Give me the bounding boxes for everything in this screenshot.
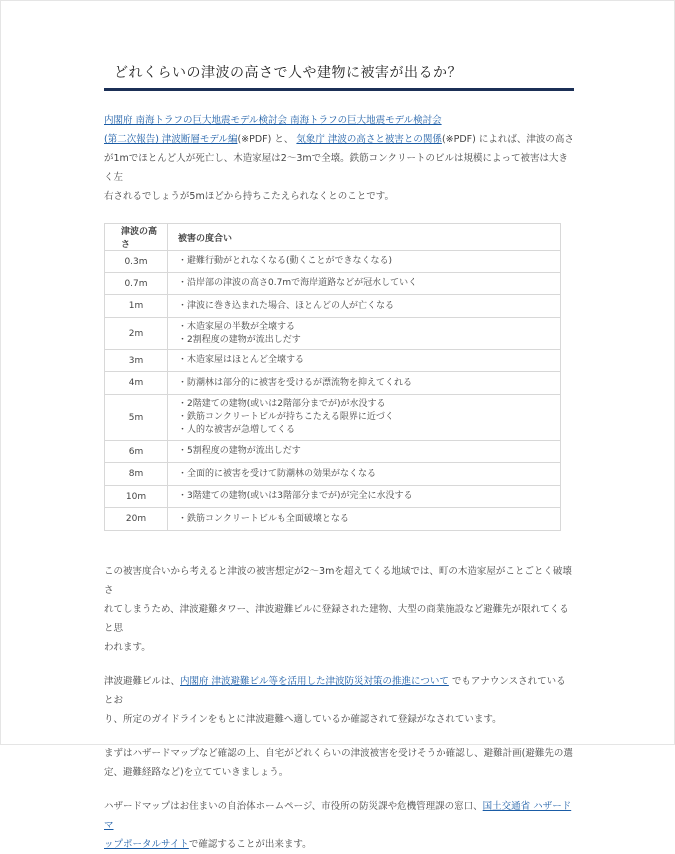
tsunami-height-cell: 20m <box>105 508 168 531</box>
text-line: り、所定のガイドラインをもとに津波避難へ適しているか確認されて登録がなされています。 <box>104 714 502 725</box>
tsunami-height-cell: 0.7m <box>105 273 168 295</box>
table-row <box>105 318 561 350</box>
tsunami-height-cell: 4m <box>105 372 168 395</box>
intro-line: 右されるでしょうが5mほどから持ちこたえられなくとのことです。 <box>104 191 394 202</box>
intro-paragraph <box>104 111 574 206</box>
tsunami-fault-model-link[interactable]: (第二次報告) 津波断層モデル編 <box>104 134 238 145</box>
header-height: 津波の高さ <box>105 224 168 251</box>
table-row <box>105 441 561 463</box>
damage-cell <box>168 251 561 273</box>
damage-line: ・鉄筋コンクリートビルも全面破壊となる <box>178 513 349 524</box>
text-span: ハザードマップはお住まいの自治体ホームページ、市役所の防災課や危機管理課の窓口、 <box>104 801 483 812</box>
tsunami-height-cell: 6m <box>105 441 168 463</box>
damage-cell <box>168 350 561 372</box>
damage-line: ・木造家屋はほとんど全壊する <box>178 355 305 365</box>
damage-line: ・避難行動がとれなくなる(動くことができなくなる) <box>178 256 393 266</box>
text-span: で確認することが出来ます。 <box>188 839 312 850</box>
table-row <box>105 395 561 441</box>
text-line: この被害度合いから考えると津波の被害想定が2～3mを超えてくる地域では、町の木造家屋がことごとく破壊さ <box>104 566 572 596</box>
damage-line: ・木造家屋の半数が全壊する <box>178 321 296 332</box>
tsunami-height-cell: 2m <box>105 318 168 350</box>
tsunami-height-cell: 1m <box>105 295 168 318</box>
text-line: まずはハザードマップなど確認の上、自宅がどれくらいの津波被害を受けそうか確認し、避難計画(避難先の選 <box>104 748 573 759</box>
table-row <box>105 486 561 508</box>
hazard-map-link[interactable]: 国土交通省 ハザードマ <box>104 801 572 831</box>
table-row <box>105 273 561 295</box>
cabinet-office-link[interactable]: 内閣府 南海トラフの巨大地震モデル検討会 南海トラフの巨大地震モデル検討会 <box>104 115 442 126</box>
tsunami-height-cell: 0.3m <box>105 251 168 273</box>
table-header-row <box>105 224 561 251</box>
damage-line: ・3階建ての建物(或いは3階部分までが)が完全に水没する <box>178 491 413 501</box>
hazard-map-link-cont[interactable]: ップポータルサイト <box>104 839 189 850</box>
damage-cell <box>168 273 561 295</box>
damage-line: ・鉄筋コンクリートビルが持ちこたえる限界に近づく <box>178 412 394 422</box>
table-row <box>105 463 561 486</box>
damage-cell <box>168 295 561 318</box>
damage-line: ・沿岸部の津波の高さ0.7mで海岸道路などが冠水していく <box>178 278 418 288</box>
table-row <box>105 372 561 395</box>
damage-line: ・人的な被害が急増してくる <box>178 425 296 435</box>
tsunami-height-cell: 3m <box>105 350 168 372</box>
jma-tsunami-link[interactable]: 気象庁 津波の高さと被害との関係 <box>296 134 442 145</box>
damage-cell <box>168 372 561 395</box>
damage-line: ・2割程度の建物が流出しだす <box>178 334 301 345</box>
tsunami-height-cell: 10m <box>105 486 168 508</box>
text-span: でもアナウンスされているとお <box>104 676 566 706</box>
damage-cell <box>168 463 561 486</box>
evacuation-building-link[interactable]: 内閣府 津波避難ビル等を活用した津波防災対策の推進について <box>180 676 449 687</box>
damage-cell <box>168 395 561 441</box>
damage-line: ・5割程度の建物が流出しだす <box>178 446 301 456</box>
damage-cell <box>168 318 561 350</box>
text-line: れてしまうため、津波避難タワー、津波避難ビルに登録された建物、大型の商業施設など避難先が限れてくると思 <box>104 604 569 634</box>
intro-line: が1mでほとんど人が死亡し、木造家屋は2～3mで全壊。鉄筋コンクリートのビルは規模によって被害は大きく左 <box>104 153 568 183</box>
damage-table <box>104 223 561 531</box>
table-row <box>105 508 561 531</box>
damage-cell <box>168 441 561 463</box>
header-damage: 被害の度合い <box>168 224 561 251</box>
paragraph-evacuation-buildings <box>104 672 574 729</box>
damage-cell <box>168 508 561 531</box>
damage-cell <box>168 486 561 508</box>
tsunami-height-cell: 5m <box>105 395 168 441</box>
pdf-note: (※PDF) と、 <box>237 134 294 145</box>
paragraph-hazard-check <box>104 744 574 782</box>
damage-line: ・2階建ての建物(或いは2階部分までが)が水没する <box>178 399 386 409</box>
table-row <box>105 251 561 273</box>
text-line: われます。 <box>104 642 151 653</box>
damage-line: ・防潮林は部分的に被害を受けるが漂流物を抑えてくれる <box>178 377 413 388</box>
table-body <box>105 251 561 531</box>
tsunami-height-cell: 8m <box>105 463 168 486</box>
article <box>104 62 574 854</box>
paragraph-damage-assumption <box>104 562 574 657</box>
damage-line: ・全面的に被害を受けて防潮林の効果がなくなる <box>178 468 377 479</box>
section-title: どれくらいの津波の高さで人や建物に被害が出るか？ <box>104 62 574 91</box>
text-span: 津波避難ビルは、 <box>104 676 181 687</box>
table-row <box>105 295 561 318</box>
table-row <box>105 350 561 372</box>
pdf-note: (※PDF) によれば、津波の高さ <box>441 134 574 145</box>
text-line: 定、避難経路など)を立てていきましょう。 <box>104 767 289 778</box>
damage-line: ・津波に巻き込まれた場合、ほとんどの人が亡くなる <box>178 300 395 311</box>
paragraph-hazard-map <box>104 797 574 854</box>
